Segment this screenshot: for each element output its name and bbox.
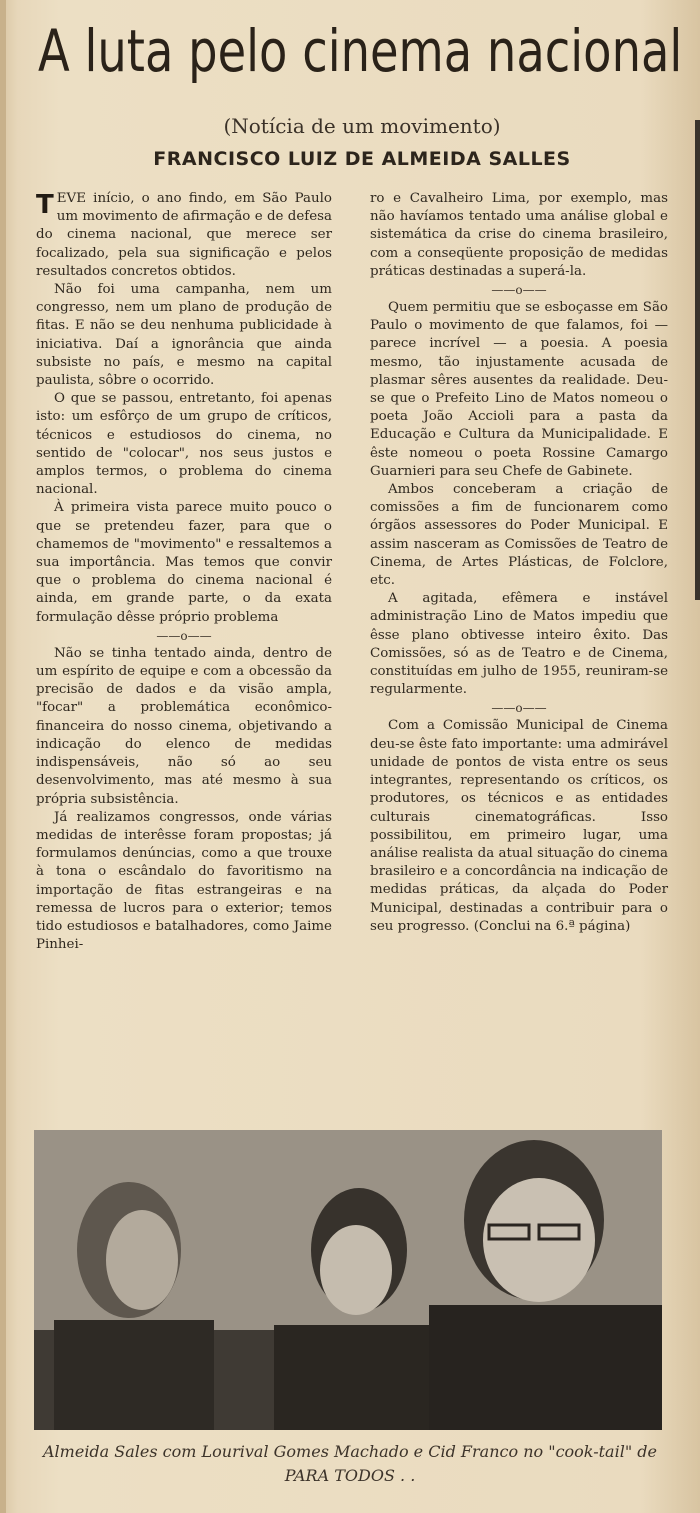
person-middle-body: [274, 1325, 444, 1430]
paragraph: ro e Cavalheiro Lima, por exemplo, mas não havíamos tentado uma análise global e sistemática da crise do cinema brasileiro, com a conseqüente proposição de medidas práticas destinadas a superá-la.: [370, 191, 668, 279]
article-column-left: [36, 190, 332, 954]
person-right-body: [429, 1305, 662, 1430]
paragraph-text: EVE início, o ano findo, em São Paulo um movimento de afirmação e de defesa do cinema nacional, que merece ser focalizado, pela sua significação e pelos resultados concretos obtidos.: [36, 191, 332, 279]
article-subtitle: (Notícia de um movimento): [223, 114, 501, 138]
paragraph: A agitada, efêmera e instável administração Lino de Matos impediu que êsse plano obtivesse inteiro êxito. Das Comissões, só as de Teatro e de Cinema, constituídas em julho de 1955, reuniram-se regularmente.: [370, 591, 668, 698]
paragraph: Já realizamos congressos, onde várias medidas de interêsse foram propostas; já formulamos denúncias, como a que trouxe à tona o escândalo do favoritismo na importação de fitas estrangeiras e na remessa de lucros para o exterior; temos tido estudiosos e batalhadores, como Jaime Pinhei-: [36, 809, 332, 953]
section-separator: ——o——: [156, 628, 212, 643]
section-separator: ——o——: [491, 283, 547, 298]
halftone-photo: [34, 1130, 662, 1430]
paragraph: Não foi uma campanha, nem um congresso, nem um plano de produção de fitas. E não se deu nenhuma publicidade à iniciativa. Daí a ignorância que ainda subsiste no país, e mesmo na capital paulista, sôbre o ocorrido.: [36, 282, 332, 389]
article-headline: A luta pelo cinema nacional: [38, 17, 683, 85]
section-separator: ——o——: [491, 701, 547, 716]
paper-shadow-edge: [695, 120, 700, 600]
paragraph: [36, 190, 332, 281]
article-column-right: [370, 190, 668, 936]
paragraph: Quem permitiu que se esboçasse em São Paulo o movimento de que falamos, foi — parece incrível — a poesia. A poesia mesmo, tão injustamente acusada de plasmar sêres ausentes da realidade. Deu-se que o Prefeito Lino de Matos nomeou o poeta João Accioli para a pasta da Educação e Cultura da Municipalidade. E êste nomeou o poeta Rossine Camargo Guarnieri para seu Chefe de Gabinete.: [370, 300, 668, 479]
paragraph: Com a Comissão Municipal de Cinema deu-se êste fato importante: uma admirável unidade de pontos de vista entre os seus integrantes, representando os críticos, os produtores, os técnicos e as entidades culturais cinematográficas. Isso possibilitou, em primeiro lugar, uma análise realista da atual situação do cinema brasileiro e a concordância na indicação de medidas práticas, da alçada do Poder Municipal, destinadas a contribuir para o seu progresso. (Conclui na 6.ª página): [370, 718, 668, 934]
drop-cap: T: [36, 190, 54, 220]
paper-fold-edge: [0, 0, 6, 1513]
person-left-body: [54, 1320, 214, 1430]
photo-figures: [34, 1130, 662, 1430]
paragraph: O que se passou, entretanto, foi apenas isto: um esfôrço de um grupo de críticos, técnicos e estudiosos do cinema, no sentido de "colocar", nos seus justos e amplos termos, o problema do cinema nacional.: [36, 391, 332, 498]
paragraph: Não se tinha tentado ainda, dentro de um espírito de equipe e com a obcessão da precisão de dados e da visão ampla, "focar" a problemática econômico-financeira do nosso cinema, objetivando a indicação do elenco de medidas indispensáveis, não só ao seu desenvolvimento, mas até mesmo à sua própria subsistência.: [36, 645, 332, 807]
article-byline: FRANCISCO LUIZ DE ALMEIDA SALLES: [153, 148, 571, 170]
paragraph: Ambos conceberam a criação de comissões a fim de funcionarem como órgãos assessores do Poder Municipal. E assim nasceram as Comissões de Teatro de Cinema, de Artes Plásticas, de Folclore, etc.: [370, 482, 668, 589]
paragraph: À primeira vista parece muito pouco o que se pretendeu fazer, para que o chamemos de "movimento" e ressaltemos a sua importância. Mas temos que convir que o problema do cinema nacional é ainda, em grande parte, o da exata formulação dêsse próprio problema: [36, 500, 332, 625]
photo-caption: Almeida Sales com Lourival Gomes Machado e Cid Franco no "cook-tail" de PARA TODOS . .: [43, 1442, 657, 1485]
